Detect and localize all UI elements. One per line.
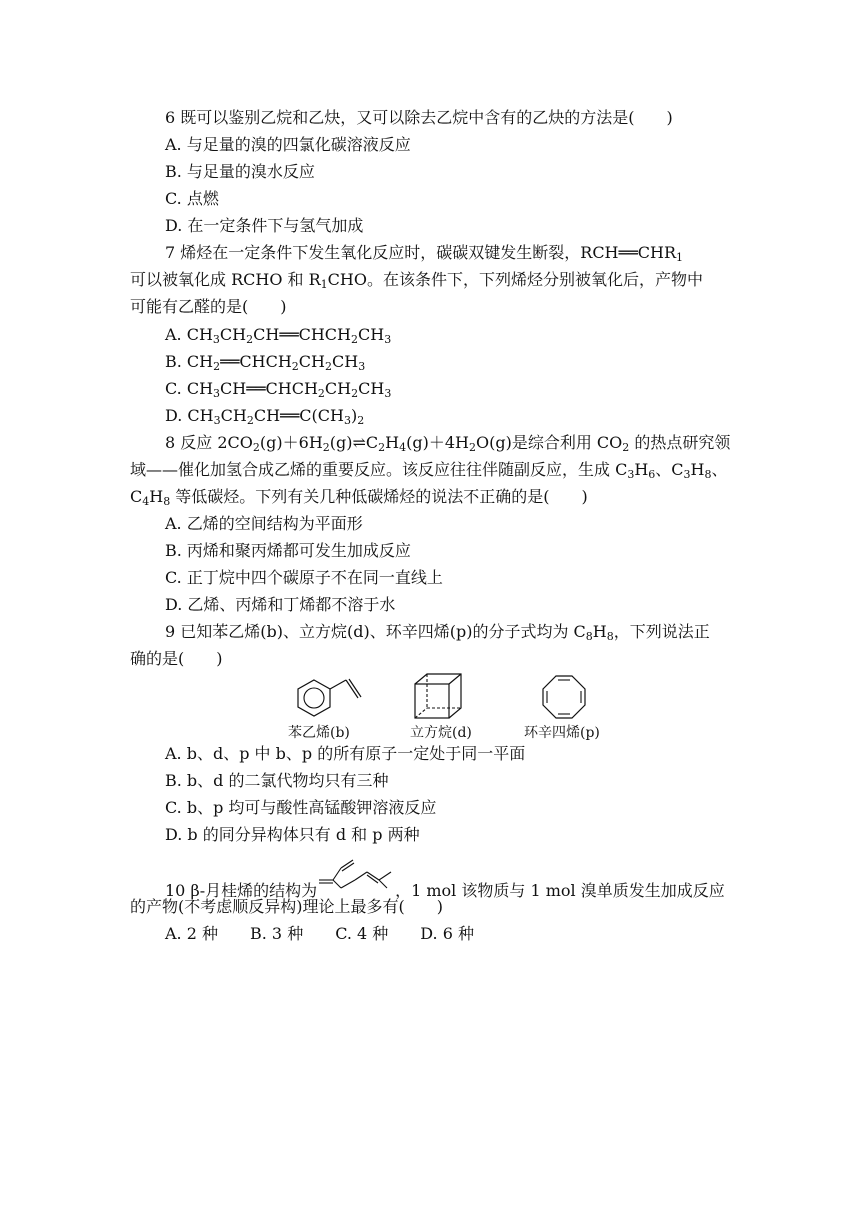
q8-option-c: C. 正丁烷中四个碳原子不在同一直线上 [165, 568, 443, 587]
q7-option-c: C. $CH_3CH══CHCH_2CH_2CH_3$ [165, 379, 392, 400]
q7-option-d: D. $CH_3CH_2CH══C(CH_3)_2$ [165, 406, 365, 427]
caption-cubane: 立方烷(d) [410, 725, 472, 741]
q10-stem-prefix: 10 β-月桂烯的结构为 [165, 881, 318, 900]
q6-stem: 6 既可以鉴别乙烷和乙炔，又可以除去乙烷中含有的乙炔的方法是( ) [165, 108, 673, 127]
q7-stem-line1: 7 烯烃在一定条件下发生氧化反应时，碳碳双键发生断裂，$RCH══CHR_1$ [165, 243, 684, 264]
q9-option-a: A. b、d、p 中 b、p 的所有原子一定处于同一平面 [165, 744, 526, 763]
q7-option-b: B. $CH_2══CHCH_2CH_2CH_3$ [165, 352, 366, 373]
q10-stem-suffix: ，1 mol 该物质与 1 mol 溴单质发生加成反应 [395, 881, 725, 900]
q10-stem-line1 [165, 866, 725, 901]
q8-option-d: D. 乙烯、丙烯和丁烯都不溶于水 [165, 595, 396, 614]
q9-stem-line2: 确的是( ) [130, 649, 223, 668]
q8-option-a: A. 乙烯的空间结构为平面形 [165, 514, 363, 533]
q10-options: A. 2 种 B. 3 种 C. 4 种 D. 6 种 [165, 924, 474, 943]
q8-stem-line2: 域——催化加氢合成乙烯的重要反应。该反应往往伴随副反应，生成 $C_3H_6$、$C_3H_8$、 [130, 460, 728, 481]
caption-styrene: 苯乙烯(b) [288, 725, 350, 741]
q8-stem-line3: $C_4H_8$ 等低碳烃。下列有关几种低碳烯烃的说法不正确的是( ) [130, 487, 588, 508]
caption-cyclooctatetraene: 环辛四烯(p) [524, 725, 600, 741]
q6-option-a: A. 与足量的溴的四氯化碳溶液反应 [165, 135, 411, 154]
q7-option-a: A. $CH_3CH_2CH══CHCH_2CH_3$ [165, 325, 392, 346]
q6-option-d: D. 在一定条件下与氢气加成 [165, 216, 364, 235]
q8-stem-line1: 8 反应 $2CO_2(g)+6H_2(g)\rightleftharpoons C_2H_4(g)+4H_2O(g)$是综合利用 $CO_2$ 的热点研究领 [165, 433, 731, 454]
q6-option-c: C. 点燃 [165, 189, 219, 208]
q7-stem-line3: 可能有乙醛的是( ) [130, 297, 287, 316]
myrcene-structure [317, 866, 395, 886]
styrene-structure [296, 676, 362, 720]
q9-option-d: D. b 的同分异构体只有 d 和 p 两种 [165, 825, 420, 844]
q9-stem-line1: 9 已知苯乙烯(b)、立方烷(d)、环辛四烯(p)的分子式均为 $C_8H_8$，下列说法正 [165, 622, 710, 643]
cyclooctatetraene-structure [541, 674, 587, 720]
q6-option-b: B. 与足量的溴水反应 [165, 162, 315, 181]
q9-option-c: C. b、p 均可与酸性高锰酸钾溶液反应 [165, 798, 437, 817]
q9-option-b: B. b、d 的二氯代物均只有三种 [165, 771, 389, 790]
cubane-structure [413, 672, 463, 720]
q8-option-b: B. 丙烯和聚丙烯都可发生加成反应 [165, 541, 411, 560]
q7-stem-line2: 可以被氧化成 RCHO 和 $R_1CHO$。在该条件下，下列烯烃分别被氧化后，产物中 [130, 270, 703, 291]
q10-stem-line2: 的产物(不考虑顺反异构)理论上最多有( ) [130, 897, 443, 916]
